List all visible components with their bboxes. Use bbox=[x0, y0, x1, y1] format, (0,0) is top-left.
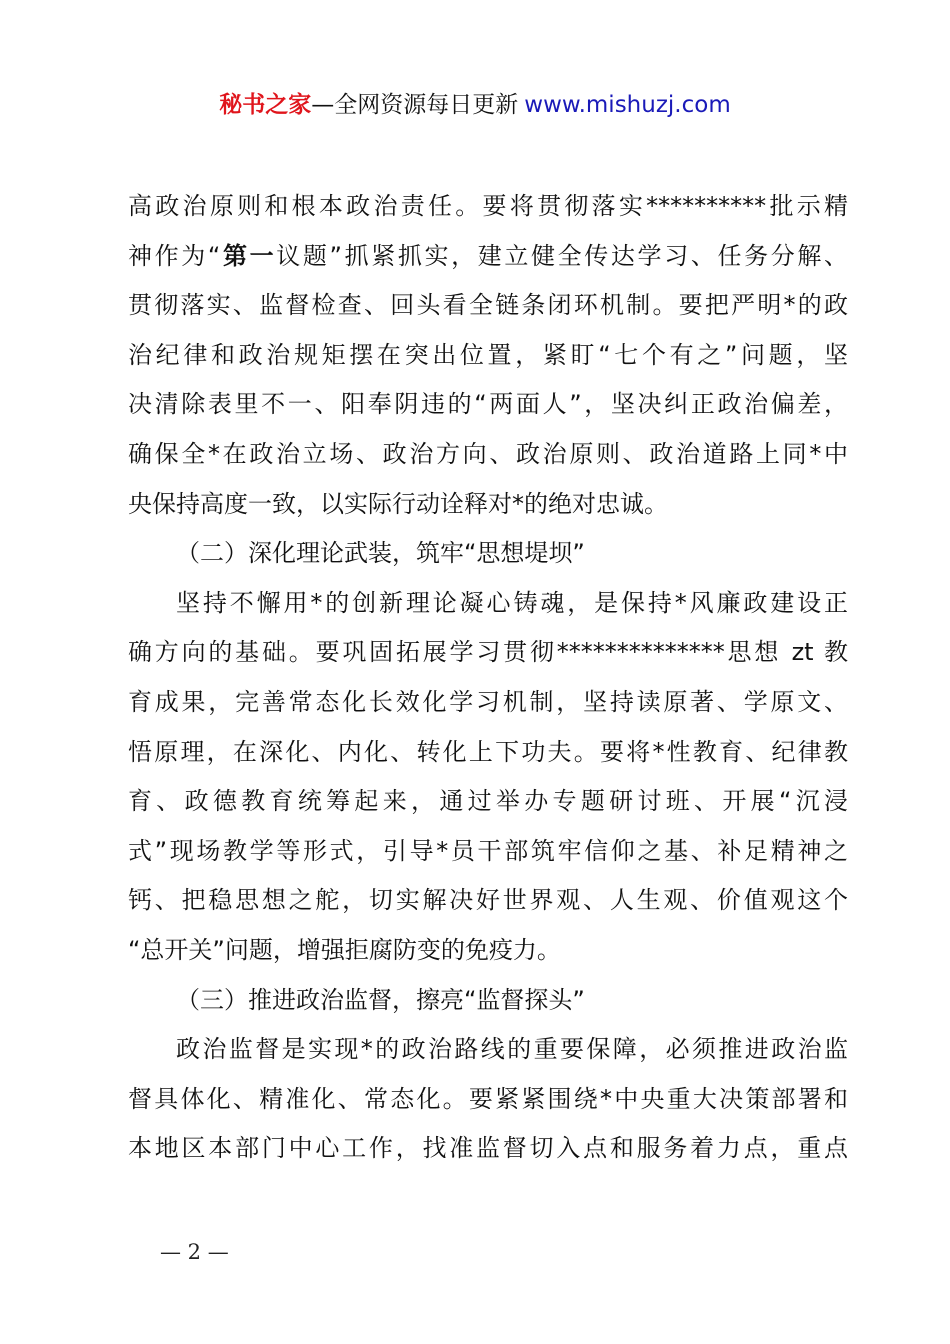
text-line: 决清除表里不一、阳奉阴违的“两面人”，坚决纠正政治偏差， bbox=[128, 390, 848, 419]
section-heading: （二）深化理论武装，筑牢“思想堤坝” bbox=[176, 539, 585, 568]
text-line: “总开关”问题，增强拒腐防变的免疫力。 bbox=[128, 935, 561, 964]
bold-text: 第一 bbox=[220, 241, 277, 270]
text-line: 督具体化、精准化、常态化。要紧紧围绕*中央重大决策部署和 bbox=[128, 1084, 848, 1113]
text-line: 治纪律和政治规矩摆在突出位置，紧盯“七个有之”问题，坚 bbox=[128, 340, 848, 369]
site-url: www.mishuzj.com bbox=[524, 92, 731, 118]
text-line bbox=[128, 232, 848, 282]
text-segment: 议题”抓紧抓实，建立健全传达学习、任务分解、 bbox=[276, 241, 849, 270]
site-name: 秘书之家 bbox=[219, 92, 312, 118]
text-line: 育成果，完善常态化长效化学习机制，坚持读原著、学原文、 bbox=[128, 687, 848, 716]
section-heading: （三）推进政治监督，擦亮“监督探头” bbox=[176, 985, 585, 1014]
text-line: 政治监督是实现*的政治路线的重要保障，必须推进政治监 bbox=[176, 1035, 848, 1064]
text-line: 央保持高度一致，以实际行动诠释对*的绝对忠诚。 bbox=[128, 489, 668, 518]
header-slogan: —全网资源每日更新 bbox=[311, 92, 519, 118]
text-line: 育、政德教育统筹起来，通过举办专题研讨班、开展“沉浸 bbox=[128, 787, 848, 816]
text-line: 本地区本部门中心工作，找准监督切入点和服务着力点，重点 bbox=[128, 1134, 848, 1163]
text-line: 悟原理，在深化、内化、转化上下功夫。要将*性教育、纪律教 bbox=[128, 737, 848, 766]
text-line: 式”现场教学等形式，引导*员干部筑牢信仰之基、补足精神之 bbox=[128, 836, 848, 865]
text-line: 贯彻落实、监督检查、回头看全链条闭环机制。要把严明*的政 bbox=[128, 291, 848, 320]
text-line: 钙、把稳思想之舵，切实解决好世界观、人生观、价值观这个 bbox=[128, 886, 848, 915]
page-number: — 2 — bbox=[160, 1240, 229, 1264]
text-line: 坚持不懈用*的创新理论凝心铸魂，是保持*风廉政建设正 bbox=[176, 588, 848, 617]
document-body bbox=[128, 182, 848, 1174]
text-segment: 神作为“ bbox=[128, 241, 221, 270]
text-line: 确保全*在政治立场、政治方向、政治原则、政治道路上同*中 bbox=[128, 439, 848, 468]
page-header bbox=[0, 88, 950, 122]
text-line: 高政治原则和根本政治责任。要将贯彻落实**********批示精 bbox=[128, 192, 848, 220]
text-line: 确方向的基础。要巩固拓展学习贯彻**************思想 zt 教 bbox=[128, 638, 848, 667]
